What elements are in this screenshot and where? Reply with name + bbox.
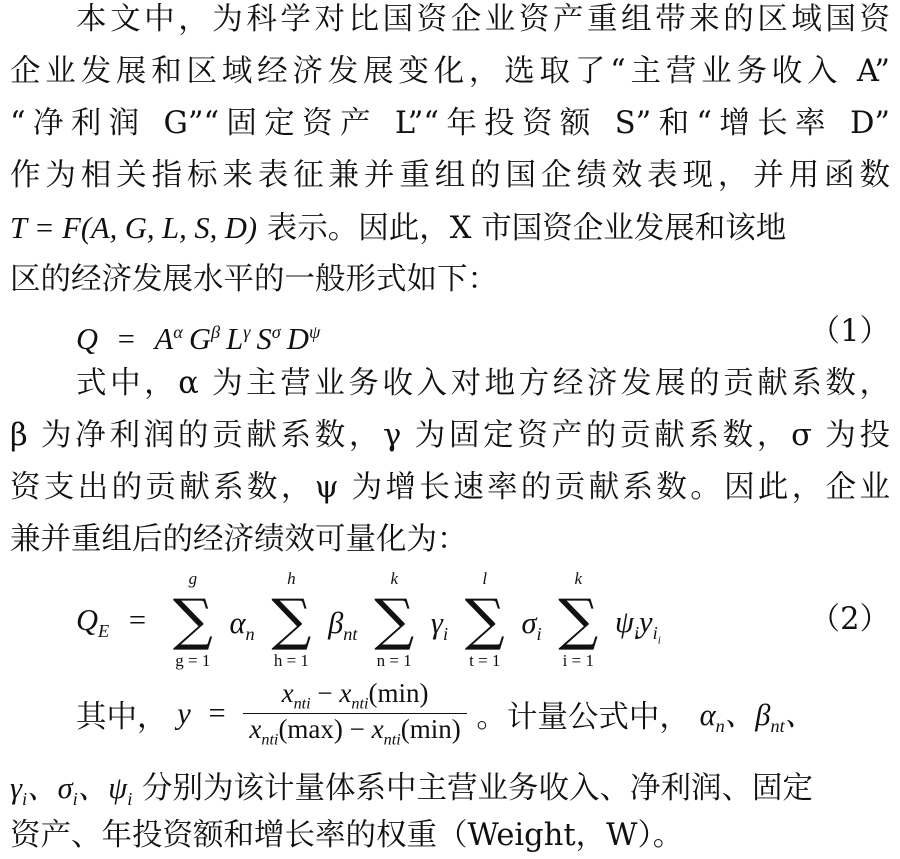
paragraph-1-line-6: 区的经济发展水平的一般形式如下：	[10, 262, 498, 297]
paragraph-1-line-5	[10, 208, 900, 249]
paragraph-1-line-2: 企业发展和区域经济发展变化，选取了“主营业务收入 A”	[10, 54, 890, 89]
paragraph-1-line-3: “净利润 G”“固定资产 L”“年投资额 S”和“增长率 D”	[10, 106, 890, 141]
paragraph-3-line-2: $\gamma_i$、$\sigma_i$、$\psi_i$ 分别为该计量体系中主营业务收入、净利润、固定	[10, 771, 814, 810]
equation-1: $Q = A^\alpha$ $G^\beta$ $L^\gamma$ $S^\sigma$ $D^\psi$	[76, 322, 321, 357]
paragraph-1-line-4: 作为相关指标来表征兼并重组的国企绩效表现，并用函数	[10, 158, 890, 193]
sum-5: k ∑ i = 1	[558, 568, 599, 670]
equation-2-equals: =	[128, 603, 147, 637]
equation-1-equals: =	[117, 322, 135, 357]
paragraph-1-line-5-text: 表示。因此，X 市国资企业发展和该地	[266, 211, 787, 246]
paragraph-2-line-2: β 为净利润的贡献系数，γ 为固定资产的贡献系数，σ 为投	[10, 418, 890, 453]
sum-3: k ∑ n = 1	[374, 568, 415, 670]
paragraph-3-after-fraction: 。计量公式中，	[476, 699, 690, 735]
sum-2: h ∑ h = 1	[271, 568, 312, 670]
normalization-fraction: $\frac{x_{nti} - x_{nti}(\min)}{x_{nti}(\max) - x_{nti}(\min)}$	[243, 678, 466, 750]
equation-2: $Q_E$ = g ∑ g = 1 $\alpha_n$ h ∑ h = 1 $\beta_{nt}$ k ∑ n = 1 $\gamma_i$ l ∑ t = 1 $\sigma_i$ k ∑ i = 1 $\psi_iy_{i_i}$	[76, 565, 661, 675]
sum-1: g ∑ g = 1	[172, 568, 213, 670]
paragraph-3-line-2-text: 分别为该计量体系中主营业务收入、净利润、固定	[142, 771, 814, 806]
paragraph-2-line-1: 式中，α 为主营业务收入对地方经济发展的贡献系数，	[76, 366, 890, 401]
paragraph-3-lead: 其中，	[76, 699, 168, 735]
function-formula: T = F(A, G, L, S, D)	[10, 211, 258, 245]
equation-1-lhs: Q	[76, 322, 99, 357]
equation-2-lhs-sub: E	[98, 621, 110, 642]
equation-2-lhs: Q	[76, 603, 99, 637]
sum-4: l ∑ t = 1	[464, 568, 505, 670]
equation-1-number: （1）	[809, 314, 890, 349]
paragraph-3-line-1: 其中， y = $\frac{x_{nti} - x_{nti}(\min)}{x_{nti}(\max) - x_{nti}(\min)}$ 。计量公式中， $\alpha_n$、$\beta_{nt}$、	[76, 678, 816, 749]
paragraph-3-line-3: 资产、年投资额和增长率的权重（Weight，W）。	[10, 818, 684, 853]
equation-2-number: （2）	[809, 602, 890, 637]
paragraph-1-line-1: 本文中，为科学对比国资企业资产重组带来的区域国资	[76, 2, 890, 37]
paragraph-2-line-4: 兼并重组后的经济绩效可量化为：	[10, 522, 468, 557]
paragraph-2-line-3: 资支出的贡献系数，ψ 为增长速率的贡献系数。因此，企业	[10, 470, 890, 505]
